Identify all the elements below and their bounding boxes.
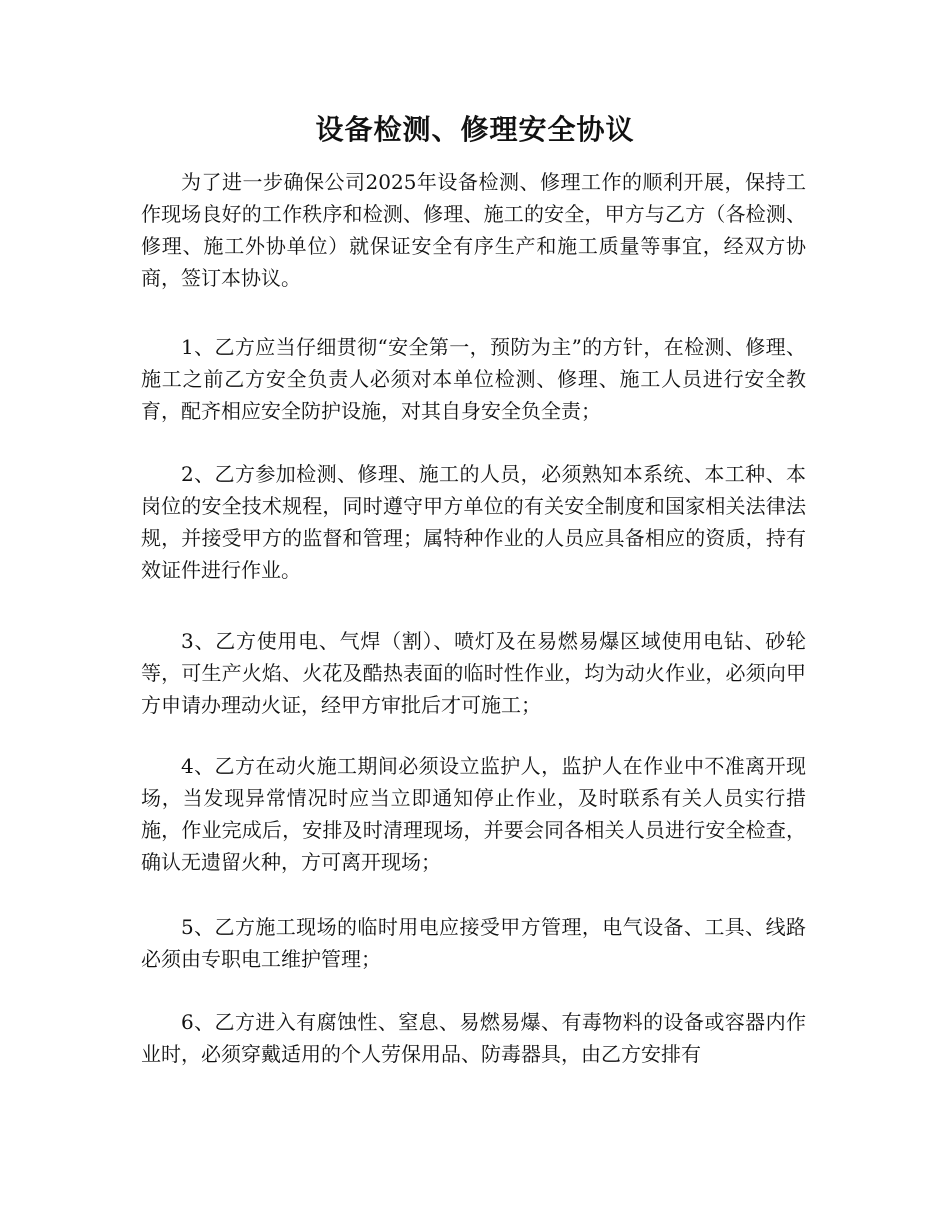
document-title: 设备检测、修理安全协议 <box>315 113 635 146</box>
clause-4-paragraph: 4、乙方在动火施工期间必须设立监护人，监护人在作业中不准离开现场，当发现异常情况时应当立即通知停止作业，及时联系有关人员实行措施，作业完成后，安排及时清理现场，并要会同各相关人员进行安全检查，确认无遗留火种，方可离开现场； <box>141 754 806 874</box>
clause-1-paragraph: 1、乙方应当仔细贯彻“安全第一，预防为主”的方针，在检测、修理、施工之前乙方安全负责人必须对本单位检测、修理、施工人员进行安全教育，配齐相应安全防护设施，对其自身安全负全责； <box>141 335 806 423</box>
clause-6-paragraph: 6、乙方进入有腐蚀性、窒息、易燃易爆、有毒物料的设备或容器内作业时，必须穿戴适用的个人劳保用品、防毒器具，由乙方安排有 <box>141 1010 806 1066</box>
clause-3-paragraph: 3、乙方使用电、气焊（割）、喷灯及在易燃易爆区域使用电钻、砂轮等，可生产火焰、火花及酷热表面的临时性作业，均为动火作业，必须向甲方申请办理动火证，经甲方审批后才可施工； <box>141 629 806 717</box>
clause-2-paragraph: 2、乙方参加检测、修理、施工的人员，必须熟知本系统、本工种、本岗位的安全技术规程，同时遵守甲方单位的有关安全制度和国家相关法律法规，并接受甲方的监督和管理；属特种作业的人员应具备相应的资质，持有效证件进行作业。 <box>141 462 806 582</box>
clause-5-paragraph: 5、乙方施工现场的临时用电应接受甲方管理，电气设备、工具、线路必须由专职电工维护管理； <box>141 915 806 971</box>
intro-paragraph: 为了进一步确保公司2025年设备检测、修理工作的顺利开展，保持工作现场良好的工作秩序和检测、修理、施工的安全，甲方与乙方（各检测、修理、施工外协单位）就保证安全有序生产和施工质量等事宜，经双方协商，签订本协议。 <box>141 170 806 290</box>
